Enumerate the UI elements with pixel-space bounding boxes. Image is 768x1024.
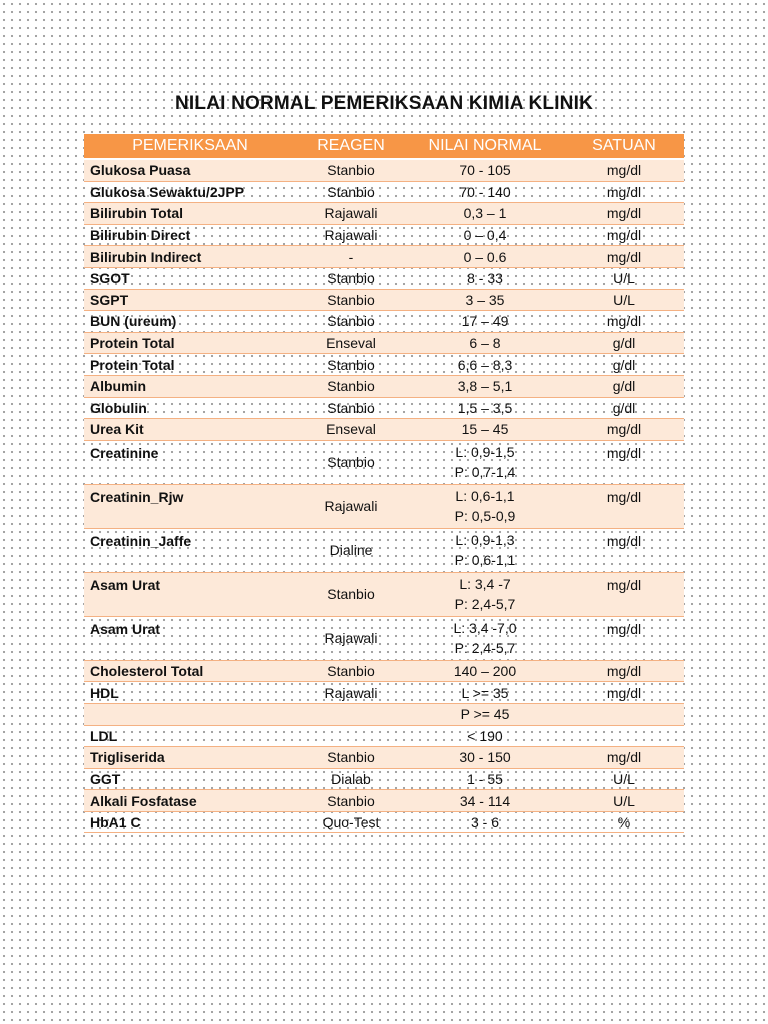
cell-test-name: Creatinine (84, 440, 296, 484)
cell-reagent: Stanbio (296, 747, 406, 769)
cell-unit: U/L (564, 267, 684, 289)
table-row (84, 528, 684, 572)
normal-value-line: < 190 (467, 727, 503, 744)
cell-unit: g/dl (564, 354, 684, 376)
column-header-reagent: REAGEN (296, 134, 406, 159)
normal-value-line: 1,5 – 3,5 (457, 399, 513, 416)
cell-normal-value (406, 790, 564, 812)
cell-reagent: Stanbio (296, 181, 406, 203)
cell-test-name: GGT (84, 768, 296, 790)
table-header-row (84, 134, 684, 159)
cell-test-name: Bilirubin Direct (84, 224, 296, 246)
cell-test-name: Bilirubin Total (84, 203, 296, 225)
table-row (84, 289, 684, 311)
table-row (84, 311, 684, 333)
cell-test-name: HbA1 C (84, 811, 296, 833)
table-row (84, 375, 684, 397)
cell-reagent: Stanbio (296, 289, 406, 311)
table-row (84, 203, 684, 225)
table-row (84, 267, 684, 289)
normal-value-line: L: 3,4 -7 (459, 576, 511, 593)
cell-normal-value (406, 181, 564, 203)
cell-test-name: Creatinin_Rjw (84, 484, 296, 528)
cell-test-name: Asam Urat (84, 616, 296, 660)
cell-normal-value (406, 768, 564, 790)
table-row (84, 419, 684, 441)
table-row (84, 181, 684, 203)
cell-unit: U/L (564, 768, 684, 790)
normal-value-line: 6 – 8 (469, 335, 501, 352)
table-body (84, 159, 684, 833)
normal-value-line: 34 - 114 (459, 792, 511, 809)
normal-value-line: 6,6 – 8,3 (457, 356, 513, 373)
cell-test-name: Asam Urat (84, 572, 296, 616)
cell-test-name: Urea Kit (84, 419, 296, 441)
cell-normal-value (406, 203, 564, 225)
cell-test-name: Bilirubin Indirect (84, 246, 296, 268)
cell-normal-value (406, 267, 564, 289)
table-row (84, 725, 684, 747)
normal-value-line: 70 - 140 (459, 183, 511, 200)
normal-value-line: L: 0,6-1,1 (455, 488, 515, 505)
normal-value-line: 0 – 0,4 (463, 227, 507, 244)
cell-reagent: Stanbio (296, 354, 406, 376)
cell-reagent: Stanbio (296, 572, 406, 616)
cell-unit: U/L (564, 790, 684, 812)
cell-unit: U/L (564, 289, 684, 311)
normal-value-line: P >= 45 (460, 706, 510, 723)
cell-reagent: Rajawali (296, 682, 406, 704)
table-row (84, 811, 684, 833)
cell-reagent: Dialab (296, 768, 406, 790)
cell-normal-value (406, 572, 564, 616)
cell-reagent: Rajawali (296, 616, 406, 660)
table-row (84, 660, 684, 682)
cell-test-name: Glukosa Puasa (84, 159, 296, 181)
cell-test-name: Protein Total (84, 332, 296, 354)
cell-normal-value (406, 528, 564, 572)
cell-unit: mg/dl (564, 682, 684, 704)
cell-normal-value (406, 246, 564, 268)
cell-normal-value (406, 159, 564, 181)
normal-value-line: 140 – 200 (453, 663, 517, 680)
normal-value-line: P: 2,4-5,7 (454, 596, 516, 613)
cell-test-name: Albumin (84, 375, 296, 397)
cell-normal-value (406, 224, 564, 246)
cell-reagent: Stanbio (296, 397, 406, 419)
normal-value-line: 3,8 – 5,1 (457, 378, 513, 395)
cell-normal-value (406, 440, 564, 484)
cell-unit (564, 725, 684, 747)
cell-unit: mg/dl (564, 440, 684, 484)
cell-reagent: Enseval (296, 419, 406, 441)
cell-unit: mg/dl (564, 311, 684, 333)
cell-normal-value (406, 682, 564, 704)
table-row (84, 246, 684, 268)
cell-unit: mg/dl (564, 528, 684, 572)
cell-normal-value (406, 375, 564, 397)
cell-reagent: Quo-Test (296, 811, 406, 833)
normal-value-line: 30 - 150 (459, 749, 511, 766)
table-row (84, 572, 684, 616)
table-row (84, 332, 684, 354)
normal-value-line: 3 – 35 (465, 291, 505, 308)
cell-normal-value (406, 354, 564, 376)
column-header-test: PEMERIKSAAN (84, 134, 296, 159)
cell-reagent: Stanbio (296, 440, 406, 484)
table-row (84, 159, 684, 181)
cell-reagent (296, 725, 406, 747)
table-row (84, 768, 684, 790)
cell-reagent: Rajawali (296, 484, 406, 528)
table-row (84, 682, 684, 704)
cell-test-name: LDL (84, 725, 296, 747)
normal-value-line: 0,3 – 1 (463, 205, 507, 222)
cell-reagent: Stanbio (296, 311, 406, 333)
cell-normal-value (406, 725, 564, 747)
normal-value-line: P: 2,4-5,7 (454, 640, 516, 657)
normal-value-line: L: 0,9-1,3 (455, 532, 515, 549)
table-row (84, 397, 684, 419)
cell-reagent: Rajawali (296, 224, 406, 246)
cell-reagent: Stanbio (296, 790, 406, 812)
table-row (84, 790, 684, 812)
table-row (84, 440, 684, 484)
cell-test-name: Alkali Fosfatase (84, 790, 296, 812)
cell-normal-value (406, 703, 564, 725)
normal-value-line: 3 - 6 (470, 814, 499, 831)
cell-unit: mg/dl (564, 419, 684, 441)
cell-unit: g/dl (564, 397, 684, 419)
cell-unit: mg/dl (564, 747, 684, 769)
cell-unit: mg/dl (564, 484, 684, 528)
cell-test-name: HDL (84, 682, 296, 704)
column-header-normal-value: NILAI NORMAL (406, 134, 564, 159)
cell-unit: mg/dl (564, 246, 684, 268)
cell-reagent: Stanbio (296, 375, 406, 397)
normal-value-line: 15 – 45 (461, 421, 509, 438)
cell-test-name: Trigliserida (84, 747, 296, 769)
cell-test-name: Creatinin_Jaffe (84, 528, 296, 572)
normal-value-line: L: 0,9-1,5 (455, 444, 515, 461)
cell-normal-value (406, 397, 564, 419)
normal-value-line: L: 3,4 -7,0 (453, 620, 517, 637)
cell-unit: mg/dl (564, 203, 684, 225)
cell-normal-value (406, 811, 564, 833)
cell-reagent: Stanbio (296, 660, 406, 682)
normal-values-table (84, 134, 684, 833)
table-row (84, 224, 684, 246)
page-title: NILAI NORMAL PEMERIKSAAN KIMIA KLINIK (174, 93, 593, 114)
cell-test-name: SGOT (84, 267, 296, 289)
cell-unit: mg/dl (564, 616, 684, 660)
cell-unit: g/dl (564, 332, 684, 354)
cell-test-name (84, 703, 296, 725)
table-row (84, 747, 684, 769)
table-row (84, 616, 684, 660)
cell-unit: mg/dl (564, 181, 684, 203)
cell-normal-value (406, 747, 564, 769)
cell-reagent (296, 703, 406, 725)
cell-normal-value (406, 616, 564, 660)
cell-unit: mg/dl (564, 572, 684, 616)
normal-value-line: P: 0,5-0,9 (454, 508, 516, 525)
cell-unit (564, 703, 684, 725)
cell-test-name: Protein Total (84, 354, 296, 376)
normal-value-line: 70 - 105 (459, 162, 511, 179)
cell-normal-value (406, 311, 564, 333)
table-row (84, 484, 684, 528)
cell-reagent: Stanbio (296, 267, 406, 289)
cell-test-name: Glukosa Sewaktu/2JPP (84, 181, 296, 203)
cell-normal-value (406, 289, 564, 311)
cell-reagent: - (296, 246, 406, 268)
table-row (84, 703, 684, 725)
cell-unit: g/dl (564, 375, 684, 397)
normal-value-line: P: 0,6-1,1 (454, 552, 516, 569)
normal-value-line: 0 – 0.6 (463, 248, 507, 265)
cell-reagent: Stanbio (296, 159, 406, 181)
cell-normal-value (406, 484, 564, 528)
normal-value-line: 17 – 49 (461, 313, 509, 330)
cell-unit: mg/dl (564, 224, 684, 246)
cell-test-name: Globulin (84, 397, 296, 419)
cell-unit: mg/dl (564, 159, 684, 181)
cell-test-name: SGPT (84, 289, 296, 311)
cell-reagent: Enseval (296, 332, 406, 354)
table-row (84, 354, 684, 376)
normal-value-line: 1 - 55 (467, 770, 503, 787)
cell-test-name: BUN (ureum) (84, 311, 296, 333)
cell-test-name: Cholesterol Total (84, 660, 296, 682)
normal-value-line: 8 - 33 (467, 270, 503, 287)
cell-reagent: Rajawali (296, 203, 406, 225)
column-header-unit: SATUAN (564, 134, 684, 159)
cell-normal-value (406, 419, 564, 441)
normal-value-line: L >= 35 (461, 684, 509, 701)
cell-normal-value (406, 332, 564, 354)
cell-normal-value (406, 660, 564, 682)
cell-unit: % (564, 811, 684, 833)
cell-unit: mg/dl (564, 660, 684, 682)
cell-reagent: Dialine (296, 528, 406, 572)
normal-value-line: P: 0,7-1,4 (454, 464, 516, 481)
